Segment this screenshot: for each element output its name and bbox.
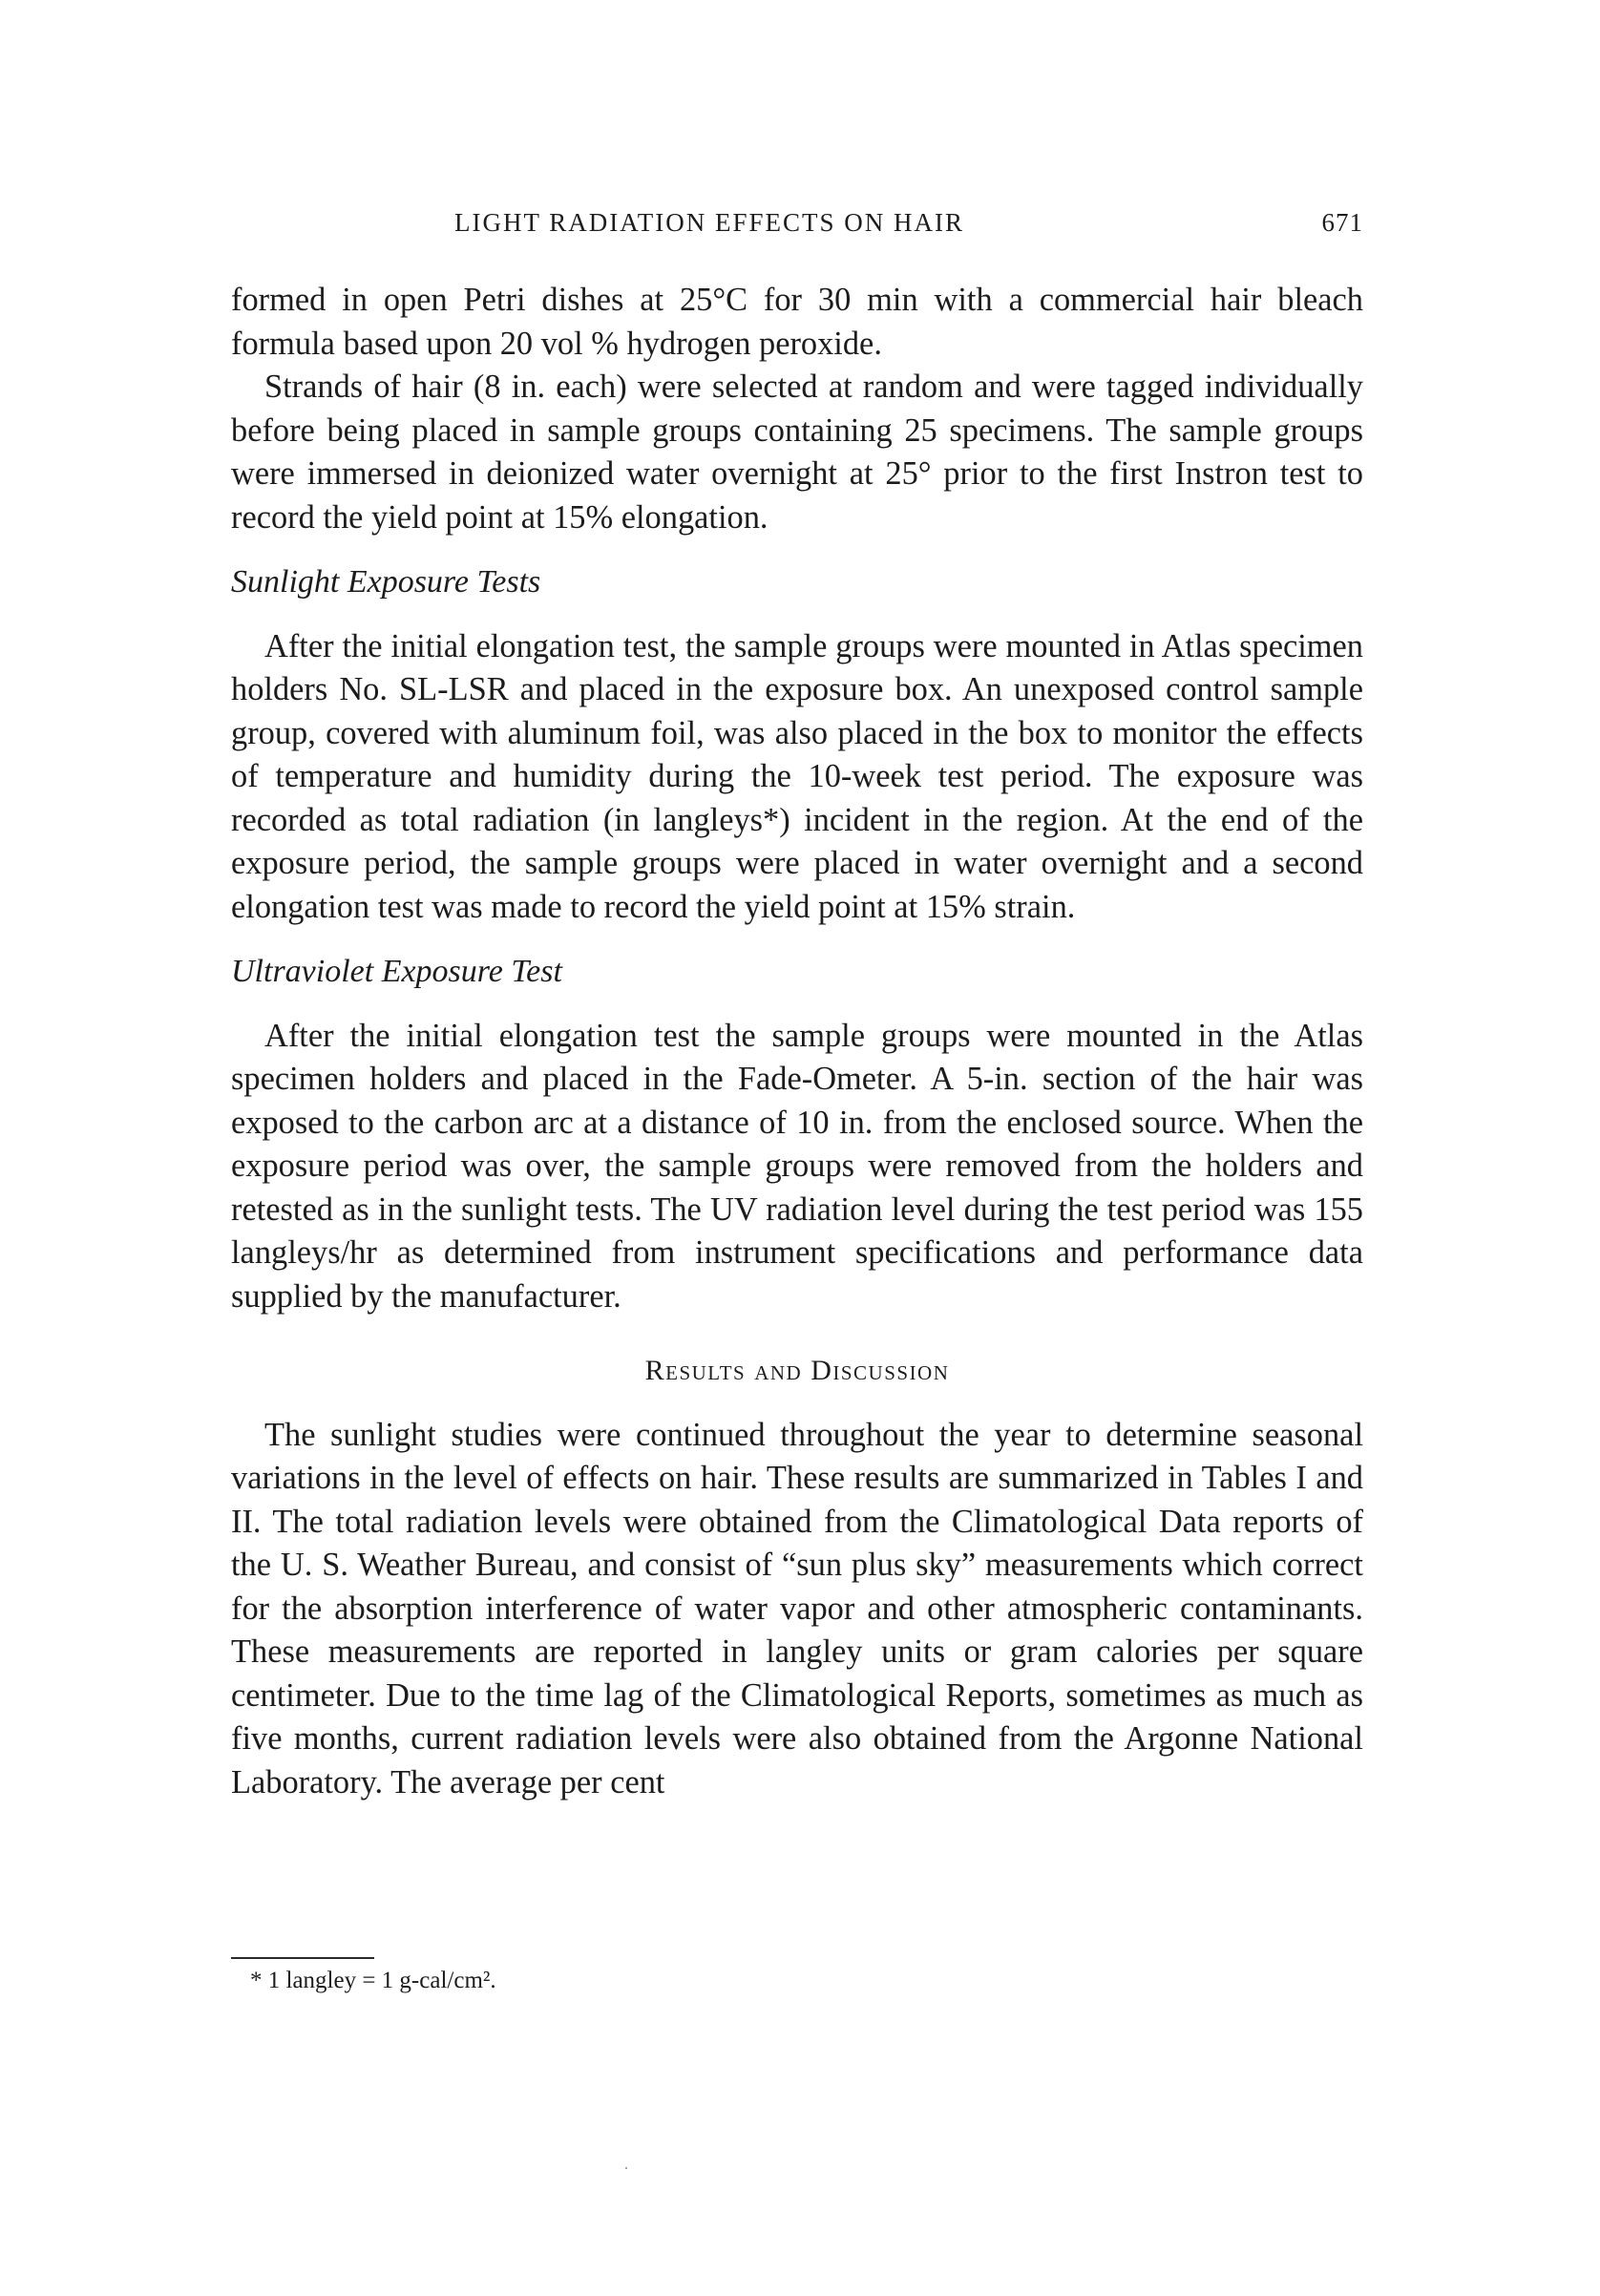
footnote-rule: [231, 1957, 374, 1959]
subheading-ultraviolet: Ultraviolet Exposure Test: [231, 954, 562, 989]
paragraph-sunlight: After the initial elongation test, the sample groups were mounted in Atlas specimen holders No. SL-LSR and placed in the exposure box. An unexposed control sample group, covered with aluminum foil, was also placed in the box to monitor the effects of temperature and humidity during the 10-week test period. The exposure was recorded as total radiation (in langleys*) incident in the region. At the end of the exposure period, the sample groups were placed in water overnight and a second elongation test was made to record the yield point at 15% strain.: [231, 627, 1363, 925]
paragraph-strands: Strands of hair (8 in. each) were selected at random and were tagged individually before being placed in sample groups containing 25 specimens. The sample groups were immersed in deionized water overnight at 25° prior to the first Instron test to record the yield point at 15% elongation.: [231, 369, 1363, 536]
running-title: LIGHT RADIATION EFFECTS ON HAIR: [454, 208, 964, 237]
scan-speck: [625, 2167, 627, 2169]
page-number: 671: [1321, 208, 1363, 237]
subheading-sunlight: Sunlight Exposure Tests: [231, 564, 541, 600]
footnote: * 1 langley = 1 g-cal/cm².: [250, 1968, 496, 1993]
running-header: [231, 208, 1363, 246]
section-heading-results: Results and Discussion: [644, 1355, 950, 1386]
paragraph-bleach: formed in open Petri dishes at 25°C for 30 min with a commercial hair bleach formula based upon 20 vol % hydrogen peroxide.: [231, 282, 1363, 362]
paragraph-results: The sunlight studies were continued throughout the year to determine seasonal variations in the level of effects on hair. These results are summarized in Tables I and II. The total radiation levels were obtained from the Climatological Data reports of the U. S. Weather Bureau, and consist of “sun plus sky” measurements which correct for the absorption interference of water vapor and other atmospheric contaminants. These measurements are reported in langley units or gram calories per square centimeter. Due to the time lag of the Climatological Reports, sometimes as much as five months, current radiation levels were also obtained from the Argonne National Laboratory. The average per cent: [231, 1416, 1363, 1801]
main-text: [231, 279, 1363, 1804]
paragraph-ultraviolet: After the initial elongation test the sample groups were mounted in the Atlas specimen holders and placed in the Fade-Ometer. A 5-in. section of the hair was exposed to the carbon arc at a distance of 10 in. from the enclosed source. When the exposure period was over, the sample groups were removed from the holders and retested as in the sunlight tests. The UV radiation level during the test period was 155 langleys/hr as determined from instrument specifications and performance data supplied by the manufacturer.: [231, 1017, 1363, 1315]
